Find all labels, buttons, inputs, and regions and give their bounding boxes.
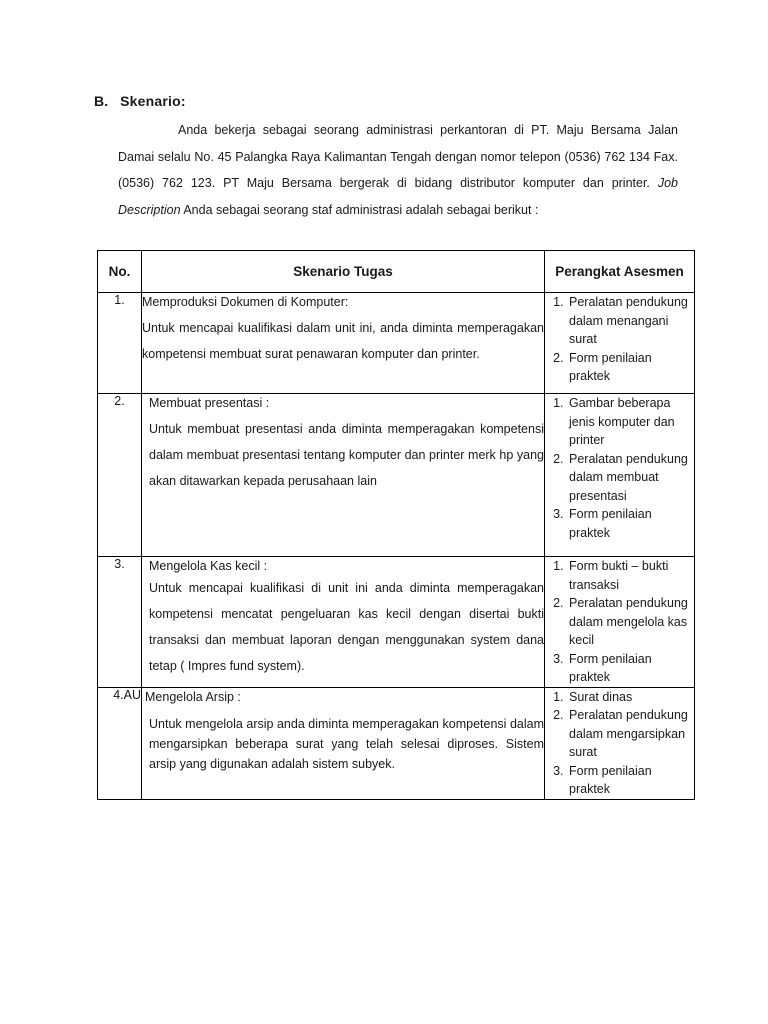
task-cell xyxy=(142,557,545,688)
row-number: 3. xyxy=(98,557,142,688)
list-item: 3. Form penilaian praktek xyxy=(567,762,694,799)
task-description: Untuk mencapai kualifikasi dalam unit ini, anda diminta memperagakan kompetensi membuat surat penawaran komputer dan printer. xyxy=(142,321,544,361)
header-no: No. xyxy=(98,251,142,293)
tools-cell xyxy=(545,293,695,394)
list-item: 2. Peralatan pendukung dalam mengarsipkan surat xyxy=(567,706,694,762)
tools-list xyxy=(545,394,694,542)
section-heading xyxy=(94,93,186,109)
tools-list xyxy=(545,557,694,687)
list-item: 3. Form penilaian praktek xyxy=(567,650,694,687)
section-title: Skenario: xyxy=(120,93,186,109)
table-row xyxy=(98,687,695,799)
table-row xyxy=(98,557,695,688)
task-title: Memproduksi Dokumen di Komputer: xyxy=(142,295,349,309)
table-row xyxy=(98,394,695,557)
task-title: Mengelola Arsip : xyxy=(145,689,241,704)
list-item: 1. Gambar beberapa jenis komputer dan printer xyxy=(567,394,694,450)
table-row xyxy=(98,293,695,394)
task-cell xyxy=(142,293,545,394)
header-tools: Perangkat Asesmen xyxy=(545,251,695,293)
task-description: Untuk membuat presentasi anda diminta memperagakan kompetensi dalam membuat presentasi tentang komputer dan printer merk hp yang akan ditawarkan kepada perusahaan lain xyxy=(149,422,544,488)
tools-cell xyxy=(545,394,695,557)
list-item: 1. Peralatan pendukung dalam menangani surat xyxy=(567,293,694,349)
task-title: Membuat presentasi : xyxy=(149,396,270,410)
intro-text: Anda bekerja sebagai seorang administrasi perkantoran di PT. Maju Bersama Jalan Damai selalu No. 45 Palangka Raya Kalimantan Tengah dengan nomor telepon (0536) 762 134 Fax. (0536) 762 123. PT Maju Bersama bergerak di bidang distributor komputer dan printer. xyxy=(118,123,678,190)
table-header-row xyxy=(98,251,695,293)
task-cell xyxy=(142,394,545,557)
row-number: 2. xyxy=(98,394,142,557)
intro-paragraph xyxy=(118,117,678,223)
list-item: 3. Form penilaian praktek xyxy=(567,505,694,542)
tools-cell xyxy=(545,687,695,799)
list-item: 1. Surat dinas xyxy=(567,688,694,707)
scenario-table xyxy=(97,250,695,800)
task-description: Untuk mengelola arsip anda diminta memperagakan kompetensi dalam mengarsipkan beberapa surat yang telah selesai diproses. Sistem arsip yang digunakan adalah sistem subyek. xyxy=(149,716,544,771)
task-title: Mengelola Kas kecil : xyxy=(149,559,268,573)
list-item: 2. Peralatan pendukung dalam mengelola kas kecil xyxy=(567,594,694,650)
intro-italic-term: Job Description xyxy=(118,176,678,217)
tools-cell xyxy=(545,557,695,688)
tools-list xyxy=(545,688,694,799)
intro-text-end: Anda sebagai seorang staf administrasi adalah sebagai berikut : xyxy=(183,202,539,217)
task-description: Untuk mencapai kualifikasi di unit ini anda diminta memperagakan kompetensi mencatat pengeluaran kas kecil dengan disertai bukti transaksi dan membuat laporan dengan menggunakan system dana tetap ( Impres fund system). xyxy=(149,581,544,673)
row-number: 4.AU xyxy=(98,687,142,799)
list-item: 2. Form penilaian praktek xyxy=(567,349,694,386)
section-number: B. xyxy=(94,93,109,109)
header-task: Skenario Tugas xyxy=(142,251,545,293)
list-item: 1. Form bukti – bukti transaksi xyxy=(567,557,694,594)
tools-list xyxy=(545,293,694,386)
row-number: 1. xyxy=(98,293,142,394)
task-cell xyxy=(142,687,545,799)
list-item: 2. Peralatan pendukung dalam membuat presentasi xyxy=(567,450,694,506)
